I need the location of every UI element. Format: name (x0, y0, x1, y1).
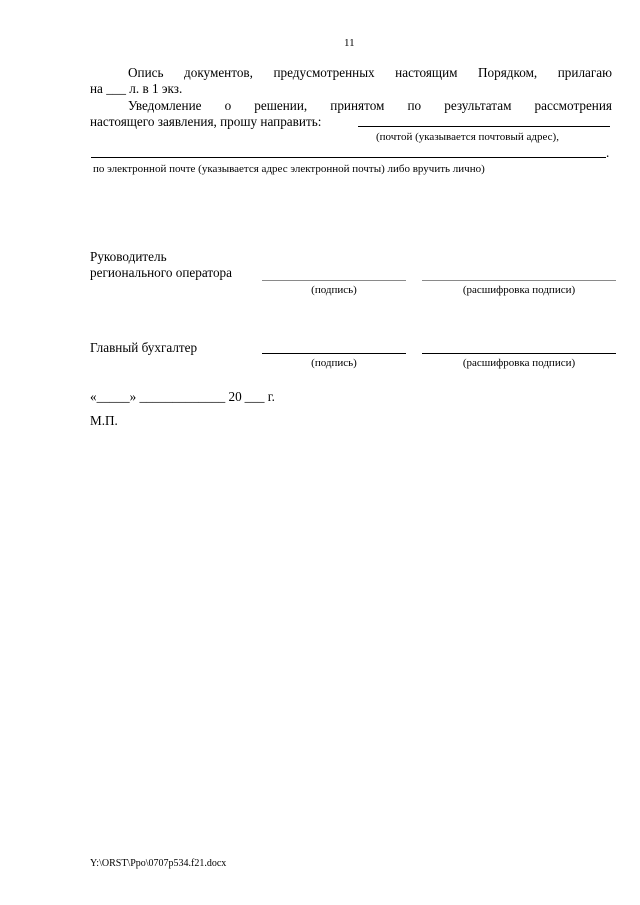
date-month-blank: _____________ (139, 389, 226, 404)
date-line (90, 389, 275, 405)
stamp-label: М.П. (90, 413, 118, 428)
line-end-dot: . (606, 145, 610, 160)
notice-line-1: Уведомление о решении, принятом по результатам рассмотрения (128, 98, 612, 113)
date-year-prefix: 20 (228, 389, 242, 404)
inventory-line-2: на ___ л. в 1 экз. (90, 81, 183, 96)
footer-file-path: Y:\ORST\Ppo\0707p534.f21.docx (90, 858, 227, 869)
accountant-name-blank (422, 353, 616, 354)
head-title-line-1: Руководитель (90, 249, 167, 264)
accountant-signature-hint: (подпись) (311, 357, 357, 369)
head-title-line-2: регионального оператора (90, 265, 232, 280)
notice-line-2: настоящего заявления, прошу направить: (90, 114, 322, 129)
inventory-line-1: Опись документов, предусмотренных настоящим Порядком, прилагаю (128, 65, 612, 80)
accountant-signature-blank (262, 353, 406, 354)
email-address-blank (91, 157, 606, 158)
accountant-title: Главный бухгалтер (90, 340, 198, 355)
accountant-name-hint: (расшифровка подписи) (462, 357, 576, 369)
head-name-blank (422, 280, 616, 281)
date-year-suffix: г. (267, 389, 275, 404)
email-address-hint: по электронной почте (указывается адрес электронной почты) либо вручить лично) (93, 163, 485, 175)
post-address-blank (358, 126, 610, 127)
page-number: 11 (344, 37, 355, 49)
head-signature-blank (262, 280, 406, 281)
date-year-blank: ___ (244, 389, 265, 404)
post-address-hint: (почтой (указывается почтовый адрес), (376, 131, 559, 143)
head-name-hint: (расшифровка подписи) (462, 284, 576, 296)
head-signature-hint: (подпись) (311, 284, 357, 296)
date-day-blank: «_____» (90, 389, 137, 404)
